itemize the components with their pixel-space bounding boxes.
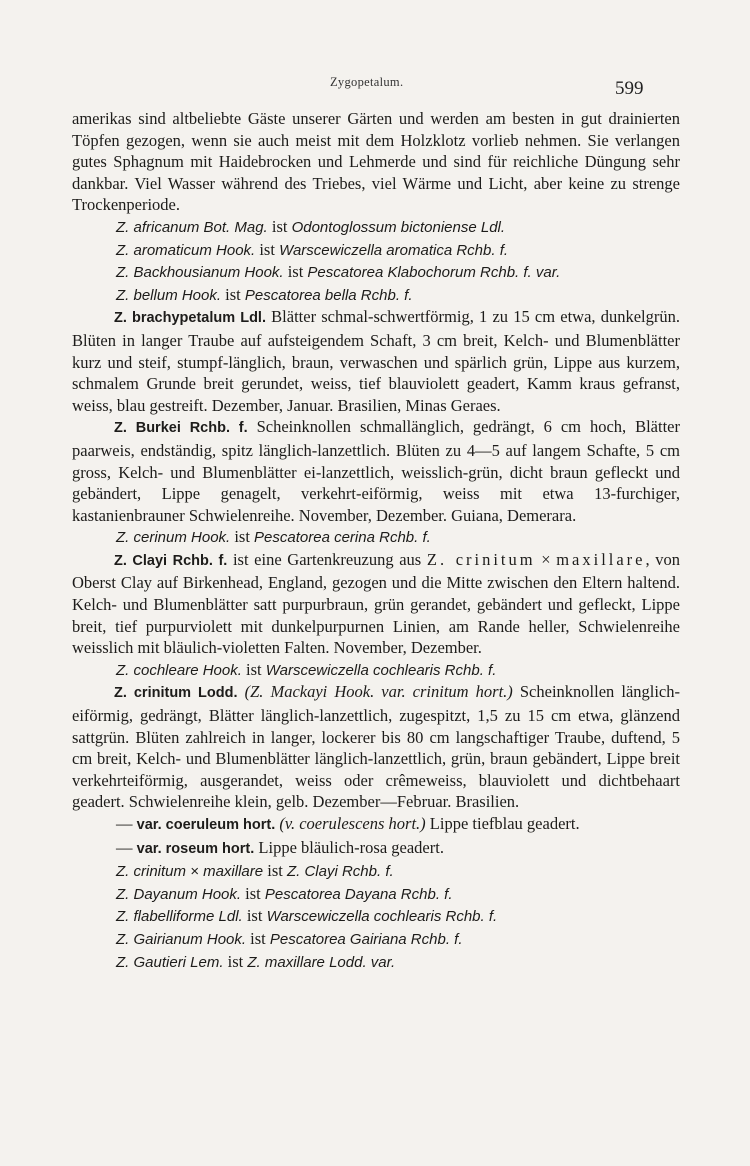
- page-body: [72, 108, 680, 973]
- synonym-target: Z. Clayi Rchb. f.: [286, 863, 394, 881]
- variety-dash: —: [116, 837, 137, 857]
- species-entry-clayi: [72, 549, 680, 659]
- synonym-connector: ist: [263, 861, 287, 881]
- page-number: 599: [615, 78, 644, 99]
- synonym-name: Z. crinitum × maxillare: [116, 863, 264, 881]
- synonym-target: Z. maxillare Lodd. var.: [247, 953, 396, 971]
- synonym-entry: [72, 905, 680, 928]
- synonym-entry: [72, 860, 680, 883]
- synonym-entry: [72, 883, 680, 906]
- synonym-name: Z. Dayanum Hook.: [116, 885, 242, 903]
- synonym-name: Z. aromaticum Hook.: [116, 241, 256, 259]
- synonym-connector: ist: [246, 928, 270, 948]
- synonym-connector: ist: [241, 883, 265, 903]
- variety-synonym-note: (v. coerulescens hort.): [275, 814, 426, 833]
- synonym-name: Z. Backhousianum Hook.: [116, 264, 284, 282]
- species-description: Scheinknollen länglich-eiförmig, gedrängt, Blätter länglich-lanzettlich, zugespitzt, 1,5 zu 15 cm etwa, glänzend sattgrün. Blüten zahlreich in langer, lockerer bis 80 cm langschaftiger Traube, duftend, 5 cm breit, Kelch- und Blumenblätter länglich-lanzettlich, grün, braun gebändert, Lippe breit verkehrteiförmig, ausgerandet, weiss oder crêmeweiss, blauviolett und dichtbehaart geadert. Schwielenreihe klein, gelb. Dezember—Februar. Brasilien.: [72, 682, 681, 812]
- synonym-entry: [72, 261, 680, 284]
- variety-entry: [72, 813, 680, 837]
- species-description: ist eine Gartenkreuzung aus: [227, 549, 427, 569]
- synonym-connector: ist: [242, 906, 267, 926]
- synonym-entry: [72, 951, 680, 974]
- species-description: Blätter schmal-schwertförmig, 1 zu 15 cm etwa, dunkelgrün. Blüten in langer Traube auf aufsteigendem Schaft, 3 cm breit, Kelch- und Blumenblätter kurz und steif, stumpf-länglich, braun, verwaschen und spärlich grün, Lippe aus kurzem, schmalem Grunde breit gerundet, weiss, tief blauviolett geadert, Kamm kraus gefranst, weiss, blau gestreift. Dezember, Januar. Brasilien, Minas Geraes.: [72, 307, 680, 415]
- species-name: Z. Burkei Rchb. f.: [114, 420, 248, 437]
- species-entry-brachypetalum: [72, 306, 680, 416]
- synonym-target: Pescatorea Klabochorum Rchb. f. var.: [307, 264, 561, 282]
- species-name: Z. crinitum Lodd.: [114, 685, 238, 702]
- cross-symbol: ×: [535, 549, 557, 569]
- synonym-entry: [72, 216, 680, 239]
- synonym-target: Warscewiczella aromatica Rchb. f.: [279, 241, 509, 259]
- synonym-name: Z. cerinum Hook.: [116, 529, 231, 547]
- synonym-connector: ist: [221, 284, 245, 304]
- synonym-connector: ist: [230, 527, 255, 547]
- synonym-entry: [72, 526, 680, 549]
- synonym-target: Odontoglossum bictoniense Ldl.: [291, 218, 506, 236]
- variety-description: Lippe bläulich-rosa geadert.: [254, 837, 444, 857]
- species-name: Z. Clayi Rchb. f.: [114, 552, 228, 569]
- variety-name: var. roseum hort.: [136, 840, 255, 857]
- cross-parent-a: Z. crinitum: [426, 549, 536, 569]
- synonym-connector: ist: [255, 239, 280, 259]
- synonym-name: Z. Gairianum Hook.: [116, 930, 247, 948]
- species-entry-crinitum: [72, 681, 680, 813]
- synonym-connector: ist: [241, 659, 266, 679]
- cross-parent-b: maxillare: [556, 549, 646, 569]
- synonym-name: Z. Gautieri Lem.: [116, 953, 224, 971]
- synonym-target: Pescatorea Dayana Rchb. f.: [264, 885, 453, 903]
- synonym-target: Pescatorea cerina Rchb. f.: [254, 529, 431, 547]
- synonym-target: Pescatorea Gairiana Rchb. f.: [269, 930, 463, 948]
- variety-entry: [72, 837, 680, 861]
- synonym-target: Warscewiczella cochlearis Rchb. f.: [266, 908, 498, 926]
- synonym-entry: [72, 659, 680, 682]
- synonym-name: Z. flabelliforme Ldl.: [116, 908, 243, 926]
- variety-dash: —: [116, 814, 137, 833]
- species-synonym-note: (Z. Mackayi Hook. var. crinitum hort.): [237, 682, 513, 702]
- synonym-name: Z. africanum Bot. Mag.: [116, 218, 268, 236]
- synonym-entry: [72, 239, 680, 262]
- species-description: , von Oberst Clay auf Birkenhead, England, gezogen und die Mitte zwischen den Eltern haltend. Kelch- und Blumenblätter satt purpurbraun, grün gerandet, gebändert und gefleckt, Lippe breit, tief purpurviolett mit dunkelpurpurnen Linien, am Rande heller, Schwielenreihe weisslich mit bläulich-violetten Falten. November, Dezember.: [72, 549, 681, 658]
- synonym-name: Z. cochleare Hook.: [116, 661, 242, 679]
- synonym-target: Pescatorea bella Rchb. f.: [244, 286, 413, 304]
- synonym-name: Z. bellum Hook.: [116, 286, 222, 304]
- species-description: Scheinknollen schmallänglich, gedrängt, 6 cm hoch, Blätter paarweis, endständig, spitz länglich-lanzettlich. Blüten zu 4—5 auf langem Schafte, 5 cm gross, Kelch- und Blumenblätter ei-lanzettlich, weisslich-grün, dicht braun gefleckt und gebändert, Lippe genagelt, verkehrt-eiförmig, weiss mit etwa 13-furchiger, kastanienbrauner Schwielenreihe. November, Dezember. Guiana, Demerara.: [72, 417, 680, 525]
- species-entry-burkei: [72, 416, 680, 526]
- variety-description: Lippe tiefblau geadert.: [425, 814, 580, 833]
- synonym-connector: ist: [267, 216, 292, 236]
- intro-paragraph: amerikas sind altbeliebte Gäste unserer Gärten und werden am besten in gut drainierten Töpfen gezogen, wenn sie auch meist mit dem Holzklotz vorlieb nehmen. Sie verlangen gutes Sphagnum mit Haidebrocken und Lehmerde und sind für reichliche Düngung sehr dankbar. Viel Wasser während des Triebes, viel Wärme und Licht, aber keine zu strenge Trockenperiode.: [72, 109, 680, 215]
- synonym-entry: [72, 284, 680, 307]
- synonym-entry: [72, 928, 680, 951]
- species-name: Z. brachypetalum Ldl.: [114, 310, 266, 327]
- synonym-connector: ist: [283, 262, 308, 282]
- synonym-connector: ist: [223, 951, 248, 971]
- synonym-target: Warscewiczella cochlearis Rchb. f.: [265, 661, 497, 679]
- variety-name: var. coeruleum hort.: [136, 817, 276, 833]
- running-title: Zygopetalum.: [330, 75, 404, 89]
